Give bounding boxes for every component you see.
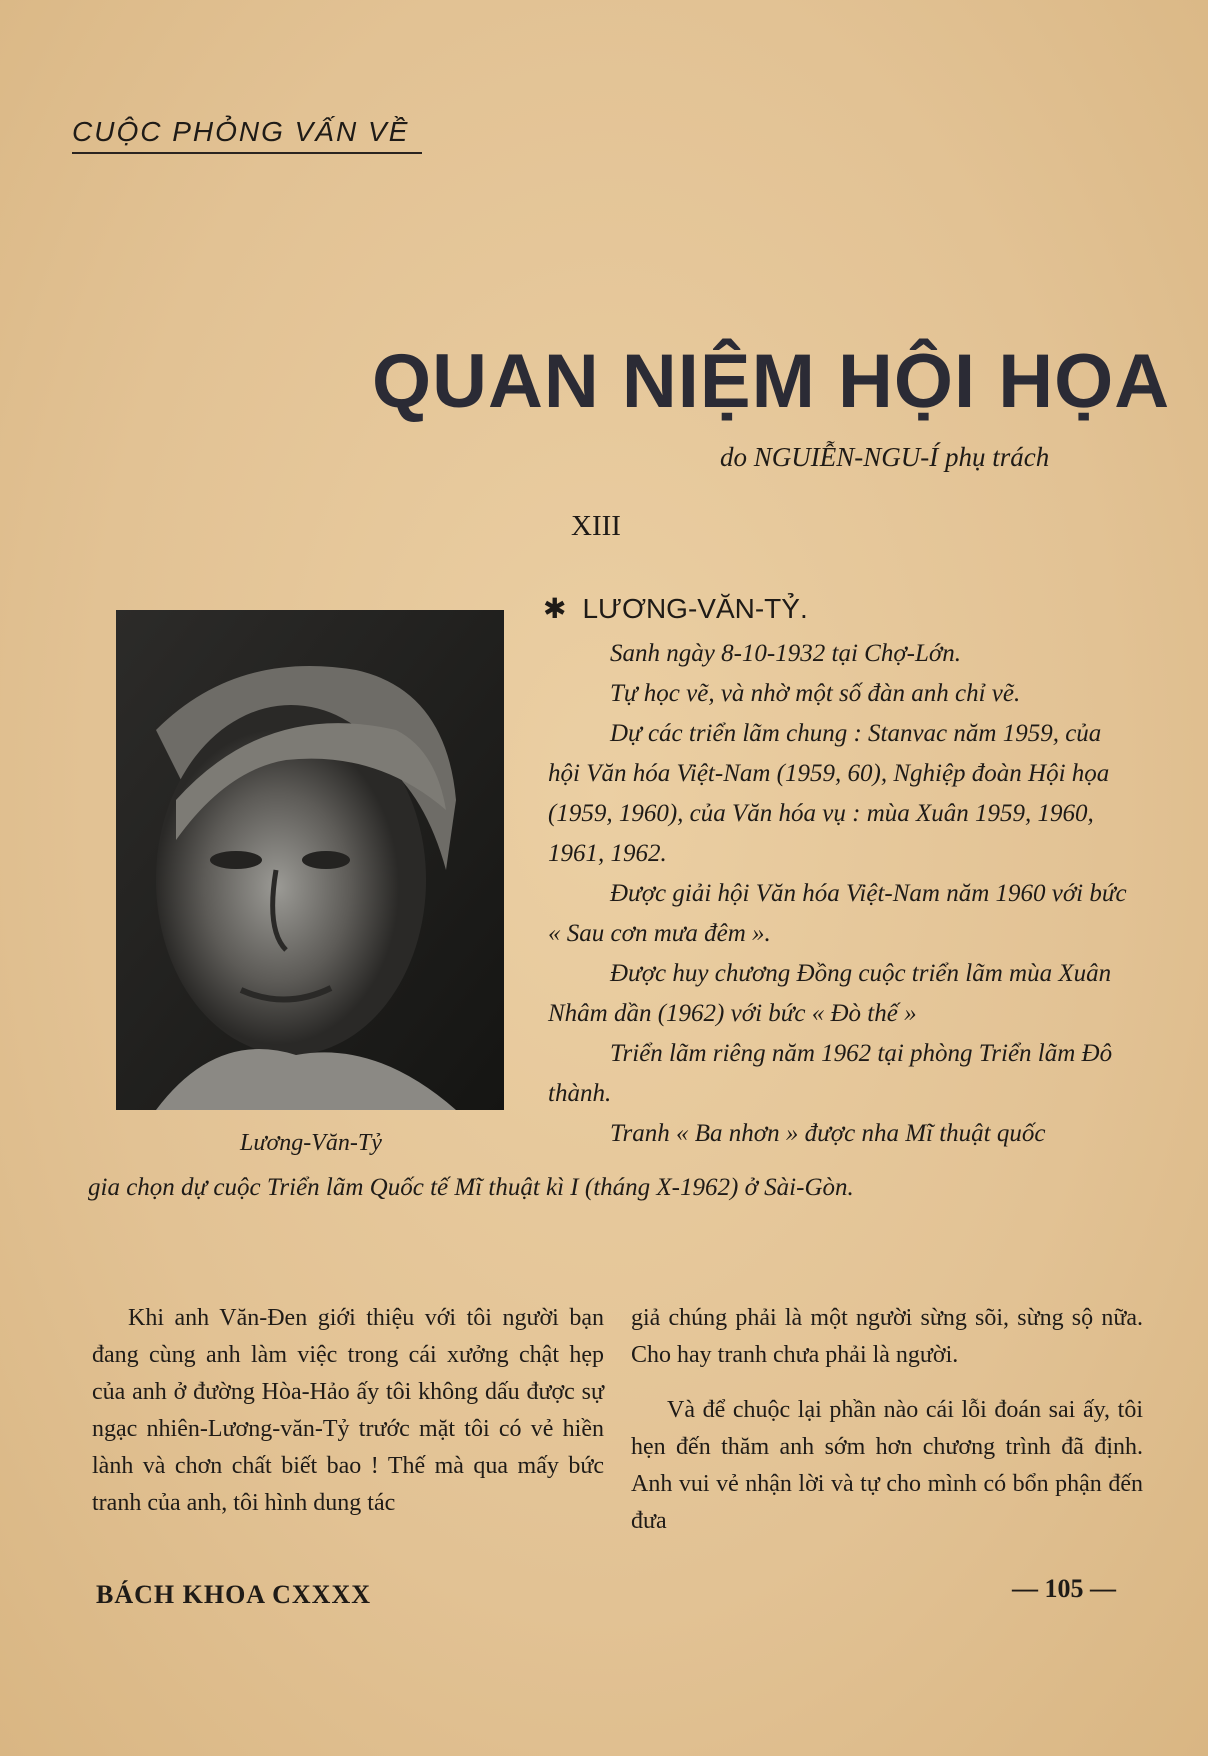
body-column-right	[631, 1300, 1143, 1558]
paragraph: Và để chuộc lại phần nào cái lỗi đoán sai ấy, tôi hẹn đến thăm anh sớm hơn chương trình đã định. Anh vui vẻ nhận lời và tự cho mình có bổn phận đến đưa	[631, 1397, 1143, 1534]
section-label: CUỘC PHỎNG VẤN VỀ	[72, 116, 422, 154]
artist-portrait	[116, 610, 504, 1110]
bio-line-wide: gia chọn dự cuộc Triển lãm Quốc tế Mĩ thuật kì I (tháng X-1962) ở Sài-Gòn.	[88, 1174, 854, 1201]
bio-line: Được giải hội Văn hóa Việt-Nam năm 1960 với bức « Sau cơn mưa đêm ».	[548, 880, 1127, 947]
star-icon: ✱	[543, 593, 567, 624]
bio-line: Triển lãm riêng năm 1962 tại phòng Triển lãm Đô thành.	[548, 1040, 1113, 1107]
body-column-left	[92, 1300, 604, 1540]
paragraph: Khi anh Văn-Đen giới thiệu với tôi người bạn đang cùng anh làm việc trong cái xưởng chật hẹp của anh ở đường Hòa-Hảo ấy tôi không dấu được sự ngạc nhiên-Lương-văn-Tỷ trước mặt tôi có vẻ hiền lành và chơn chất biết bao ! Thế mà qua mấy bức tranh của anh, tôi hình dung tác	[92, 1305, 604, 1516]
magazine-name: BÁCH KHOA CXXXX	[96, 1580, 372, 1609]
artist-heading	[543, 592, 808, 625]
part-number: XIII	[571, 510, 621, 542]
bio-line: Tranh « Ba nhơn » được nha Mĩ thuật quốc	[610, 1120, 1046, 1147]
paragraph: giả chúng phải là một người sừng sõi, sừng sộ nữa. Cho hay tranh chưa phải là người.	[631, 1305, 1143, 1368]
bio-line: Dự các triển lãm chung : Stanvac năm 1959, của hội Văn hóa Việt-Nam (1959, 60), Nghiệp đoàn Hội họa (1959, 1960), của Văn hóa vụ : mùa Xuân 1959, 1960, 1961, 1962.	[548, 720, 1110, 867]
artist-bio	[548, 634, 1134, 1154]
bio-line: Được huy chương Đồng cuộc triển lãm mùa Xuân Nhâm dần (1962) với bức « Đò thế »	[548, 960, 1112, 1027]
portrait-photo	[116, 610, 504, 1110]
page-number: — 105 —	[1012, 1574, 1116, 1603]
article-title: QUAN NIỆM HỘI HỌA	[372, 339, 1171, 424]
bio-line: Tự học vẽ, và nhờ một số đàn anh chỉ vẽ.	[610, 680, 1021, 707]
bio-line: Sanh ngày 8-10-1932 tại Chợ-Lớn.	[610, 640, 961, 667]
byline: do NGUIỄN-NGU-Í phụ trách	[720, 442, 1050, 472]
photo-caption: Lương-Văn-Tỷ	[240, 1130, 382, 1156]
artist-name: LƯƠNG-VĂN-TỶ.	[582, 593, 808, 624]
